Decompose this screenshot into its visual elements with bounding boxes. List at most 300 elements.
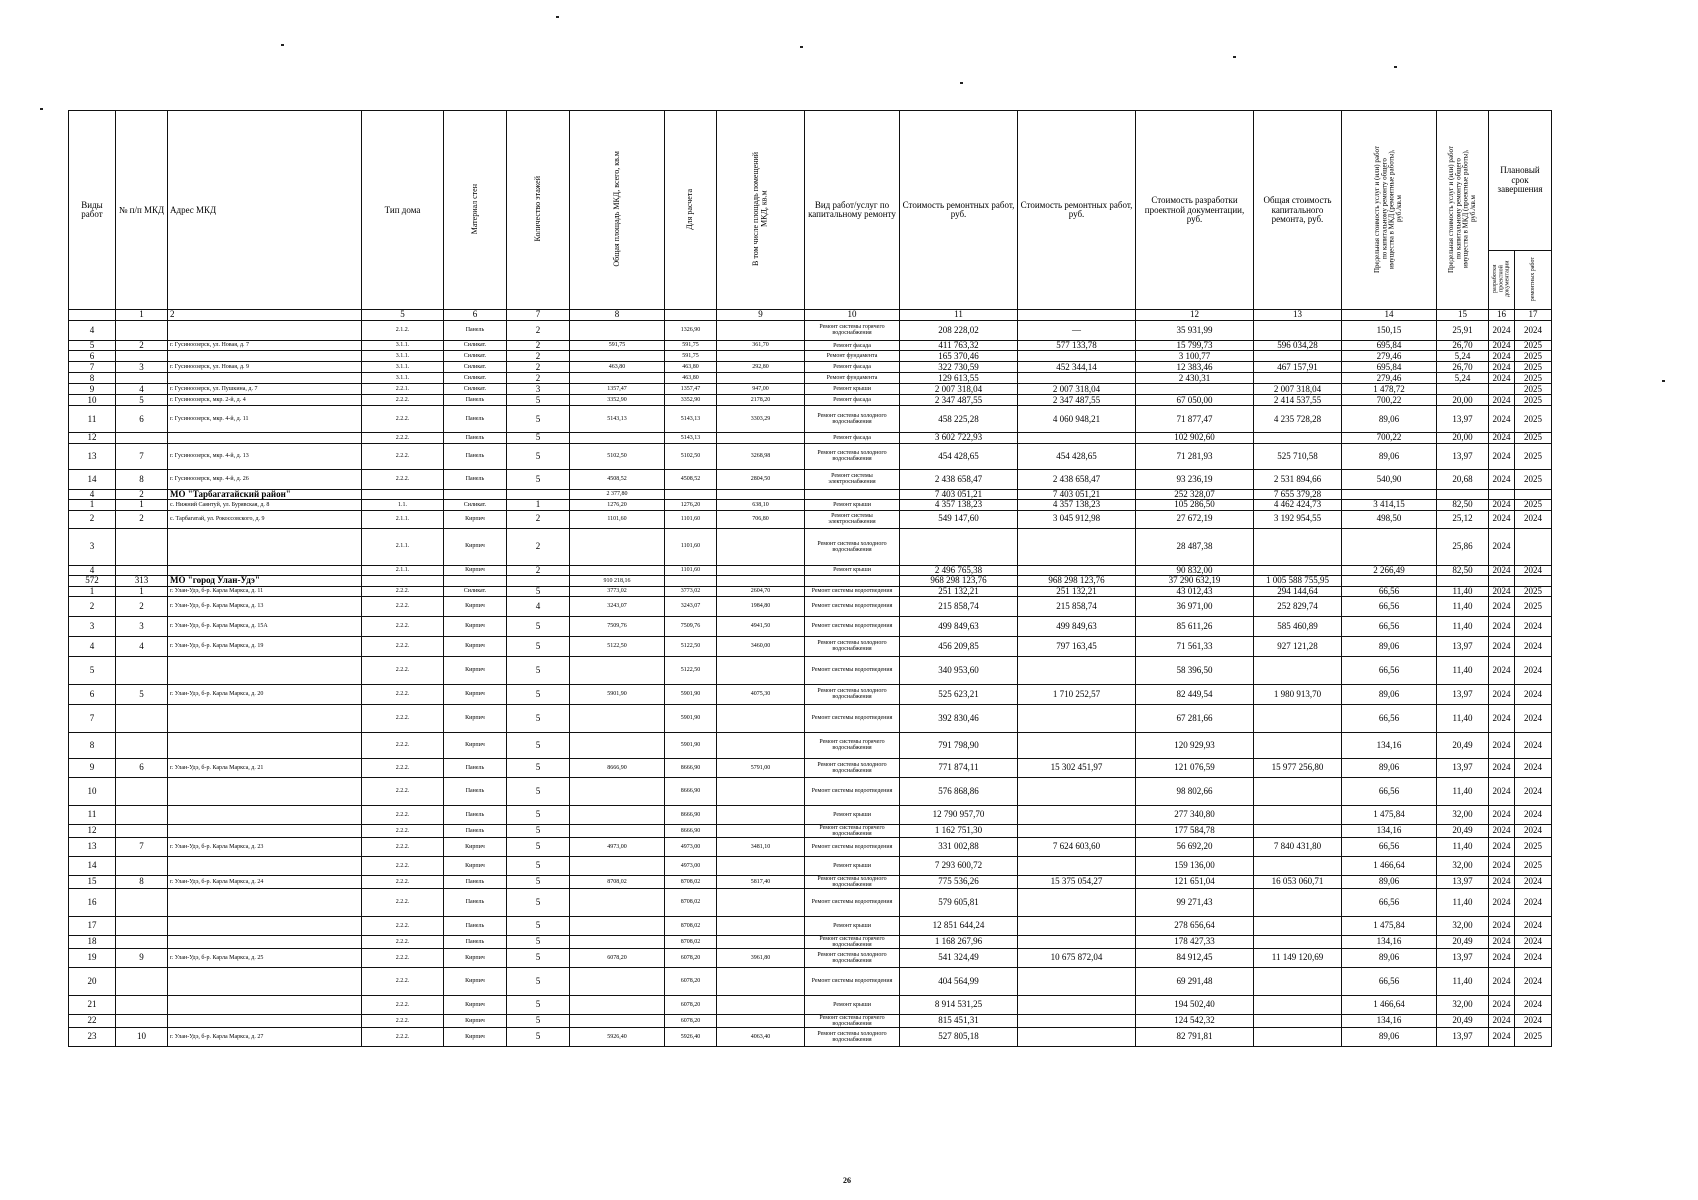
cell-mkd-number [116,824,168,837]
cell-repair-cost: 322 730,59 [900,362,1018,373]
cell-row-number: 2 [69,596,116,616]
cell-calc-area: 3352,90 [665,395,717,406]
cell-work-kind [805,489,900,499]
cell-design-cost: 277 340,80 [1136,805,1254,824]
cell-repair-cost-total [1018,824,1136,837]
col-number: 2 [168,310,362,320]
cell-limit-repair: 695,84 [1342,362,1437,373]
cell-calc-area: 5143,13 [665,433,717,443]
cell-floors: 5 [507,704,570,732]
cell-calc-area: 463,80 [665,362,717,373]
cell-calc-area: 5122,50 [665,636,717,656]
cell-design-cost: 58 396,50 [1136,656,1254,684]
cell-wall-material: Панель [444,406,507,433]
cell-floors: 5 [507,805,570,824]
cell-repair-cost-total: 454 428,65 [1018,443,1136,469]
cell-address: г. Улан-Удэ, б-р. Карла Маркса, д. 13 [168,596,362,616]
cell-repair-cost-total: — [1018,320,1136,340]
cell-year-repair: 2025 [1515,433,1552,443]
cell-year-design: 2024 [1489,967,1515,995]
cell-year-repair: 2025 [1515,596,1552,616]
cell-total-cost [1254,824,1342,837]
cell-limit-design: 13,97 [1437,875,1489,888]
cell-total-cost [1254,777,1342,805]
cell-address: г. Гусиноозерск, ул. Новая, д. 7 [168,340,362,350]
cell-address [168,320,362,340]
cell-floors: 5 [507,1014,570,1027]
cell-address: г. Улан-Удэ, б-р. Карла Маркса, д. 23 [168,837,362,856]
cell-limit-design: 20,49 [1437,824,1489,837]
cell-total-area: 5143,13 [570,406,665,433]
cell-year-repair: 2024 [1515,805,1552,824]
table-row [69,888,1552,916]
cell-limit-repair: 279,46 [1342,373,1437,384]
cell-limit-design: 20,49 [1437,732,1489,758]
cell-row-number: 22 [69,1014,116,1027]
cell-design-cost: 67 281,66 [1136,704,1254,732]
cell-house-type: 2.2.2. [362,875,444,888]
header-limit-repair: Предельная стоимость услуг и (или) работ по капитальному ремонту общего имущества в МКД (ремонтные работы), руб./кв.м [1342,111,1437,310]
cell-total-area [570,1014,665,1027]
cell-design-cost: 124 542,32 [1136,1014,1254,1027]
cell-calc-area: 8708,02 [665,888,717,916]
cell-limit-design: 13,97 [1437,1027,1489,1046]
cell-repair-cost: 968 298 123,76 [900,576,1018,586]
col-number: 12 [1136,310,1254,320]
table-row [69,373,1552,384]
header-work-type: Виды работ [69,111,116,310]
cell-repair-cost-total: 15 302 451,97 [1018,758,1136,777]
cell-year-repair: 2024 [1515,684,1552,704]
col-number: 17 [1515,310,1552,320]
cell-work-kind: Ремонт системы холодного водоснабжения [805,1027,900,1046]
cell-calc-area: 3773,02 [665,586,717,596]
cell-address [168,967,362,995]
cell-repair-cost-total: 4 357 138,23 [1018,500,1136,510]
header-house-type: Тип дома [362,111,444,310]
cell-floors: 4 [507,596,570,616]
cell-repair-cost-total [1018,373,1136,384]
cell-calc-area: 6078,20 [665,948,717,967]
scan-speck [1662,380,1665,382]
cell-repair-cost-total [1018,528,1136,565]
cell-total-cost: 596 034,28 [1254,340,1342,350]
header-design-cost: Стоимость разработки проектной документации, руб. [1136,111,1254,310]
cell-limit-design: 20,68 [1437,469,1489,489]
cell-work-kind: Ремонт фасада [805,340,900,350]
col-number [665,310,717,320]
cell-design-cost: 121 076,59 [1136,758,1254,777]
cell-limit-design [1437,576,1489,586]
table-row [69,443,1552,469]
cell-design-cost: 178 427,33 [1136,935,1254,948]
cell-year-repair: 2024 [1515,916,1552,935]
cell-row-number: 10 [69,777,116,805]
cell-calc-area: 5122,50 [665,656,717,684]
cell-year-design: 2024 [1489,596,1515,616]
table-row [69,565,1552,575]
cell-house-type: 2.2.2. [362,395,444,406]
cell-limit-design: 25,86 [1437,528,1489,565]
cell-mkd-number [116,351,168,362]
col-number: 15 [1437,310,1489,320]
cell-premises-area: 2178,20 [717,395,805,406]
cell-house-type: 2.2.2. [362,948,444,967]
cell-total-cost: 4 235 728,28 [1254,406,1342,433]
header-mkd-number: № п/п МКД [116,111,168,310]
cell-limit-design [1437,384,1489,395]
header-for-calculation: Для расчета [665,111,717,310]
cell-repair-cost-total [1018,433,1136,443]
cell-total-area: 3352,90 [570,395,665,406]
cell-address: МО "Тарбагатайский район" [168,489,362,499]
cell-address [168,805,362,824]
cell-wall-material: Панель [444,777,507,805]
cell-house-type: 1.1. [362,500,444,510]
cell-premises-area: 5817,40 [717,875,805,888]
cell-limit-repair: 498,50 [1342,510,1437,528]
cell-year-repair [1515,576,1552,586]
cell-design-cost: 15 799,73 [1136,340,1254,350]
cell-repair-cost: 791 798,90 [900,732,1018,758]
table-row [69,384,1552,395]
cell-design-cost: 98 802,66 [1136,777,1254,805]
cell-premises-area: 3303,29 [717,406,805,433]
cell-work-kind: Ремонт системы холодного водоснабжения [805,758,900,777]
cell-address [168,565,362,575]
cell-calc-area: 6078,20 [665,995,717,1014]
cell-row-number: 4 [69,565,116,575]
header-floors: Количество этажей [507,111,570,310]
cell-house-type: 2.2.2. [362,888,444,916]
cell-work-kind: Ремонт системы холодного водоснабжения [805,443,900,469]
cell-premises-area: 361,70 [717,340,805,350]
table-row [69,656,1552,684]
cell-work-kind: Ремонт системы водоотведения [805,837,900,856]
cell-total-cost [1254,805,1342,824]
cell-total-cost: 294 144,64 [1254,586,1342,596]
cell-address: г. Гусиноозерск, мкр. 4-й, д. 13 [168,443,362,469]
cell-premises-area: 947,00 [717,384,805,395]
cell-address: г. Гусиноозерск, мкр. 2-й, д. 4 [168,395,362,406]
cell-premises-area: 3460,00 [717,636,805,656]
col-number: 5 [362,310,444,320]
cell-design-cost: 71 561,33 [1136,636,1254,656]
cell-wall-material: Панель [444,758,507,777]
cell-total-area: 463,80 [570,362,665,373]
cell-year-design: 2024 [1489,777,1515,805]
cell-house-type: 2.2.2. [362,967,444,995]
cell-row-number: 3 [69,528,116,565]
cell-limit-repair: 89,06 [1342,1027,1437,1046]
cell-limit-design: 13,97 [1437,948,1489,967]
cell-limit-design: 13,97 [1437,684,1489,704]
cell-address: г. Улан-Удэ, б-р. Карла Маркса, д. 24 [168,875,362,888]
cell-year-repair: 2024 [1515,888,1552,916]
cell-floors: 5 [507,732,570,758]
cell-work-kind: Ремонт системы электроснабжения [805,469,900,489]
cell-year-design: 2024 [1489,995,1515,1014]
cell-floors: 5 [507,856,570,875]
cell-year-design: 2024 [1489,406,1515,433]
cell-work-kind: Ремонт системы водоотведения [805,586,900,596]
cell-floors: 5 [507,469,570,489]
cell-premises-area [717,528,805,565]
cell-repair-cost-total [1018,777,1136,805]
cell-year-repair: 2025 [1515,395,1552,406]
cell-repair-cost-total: 7 403 051,21 [1018,489,1136,499]
cell-floors: 2 [507,510,570,528]
cell-total-area: 7509,76 [570,616,665,636]
cell-house-type: 2.2.2. [362,916,444,935]
cell-design-cost: 67 050,00 [1136,395,1254,406]
cell-wall-material: Кирпич [444,528,507,565]
cell-address [168,995,362,1014]
cell-repair-cost: 4 357 138,23 [900,500,1018,510]
cell-repair-cost: 454 428,65 [900,443,1018,469]
cell-repair-cost: 411 763,32 [900,340,1018,350]
cell-year-design: 2024 [1489,837,1515,856]
cell-total-cost: 15 977 256,80 [1254,758,1342,777]
cell-repair-cost-total: 10 675 872,04 [1018,948,1136,967]
cell-design-cost: 71 877,47 [1136,406,1254,433]
cell-row-number: 13 [69,443,116,469]
cell-mkd-number [116,320,168,340]
cell-limit-repair: 1 475,84 [1342,805,1437,824]
cell-calc-area: 5901,90 [665,732,717,758]
cell-limit-design: 11,40 [1437,888,1489,916]
header-total-area: Общая площадь МКД, всего, кв.м [570,111,665,310]
cell-work-kind: Ремонт системы водоотведения [805,596,900,616]
cell-limit-design: 13,97 [1437,636,1489,656]
cell-work-kind: Ремонт крыши [805,565,900,575]
cell-year-design: 2024 [1489,616,1515,636]
cell-limit-design: 11,40 [1437,967,1489,995]
cell-design-cost: 194 502,40 [1136,995,1254,1014]
cell-row-number: 13 [69,837,116,856]
cell-premises-area: 706,80 [717,510,805,528]
cell-wall-material: Панель [444,320,507,340]
cell-mkd-number [116,565,168,575]
cell-year-design [1489,384,1515,395]
cell-limit-design: 82,50 [1437,500,1489,510]
cell-premises-area [717,351,805,362]
cell-premises-area [717,805,805,824]
cell-design-cost: 82 791,81 [1136,1027,1254,1046]
cell-row-number: 2 [69,510,116,528]
cell-work-kind: Ремонт фасада [805,362,900,373]
cell-limit-repair: 66,56 [1342,586,1437,596]
cell-limit-design: 20,00 [1437,395,1489,406]
cell-calc-area: 8666,90 [665,824,717,837]
col-number: 7 [507,310,570,320]
table-row [69,856,1552,875]
scan-speck [1394,66,1397,68]
cell-row-number: 19 [69,948,116,967]
cell-limit-repair: 1 466,64 [1342,856,1437,875]
col-number: 10 [805,310,900,320]
cell-total-cost [1254,320,1342,340]
cell-calc-area: 4973,00 [665,856,717,875]
header-repair-cost-1: Стоимость ремонтных работ, руб. [900,111,1018,310]
col-number: 11 [900,310,1018,320]
cell-premises-area: 3268,98 [717,443,805,469]
cell-limit-design: 11,40 [1437,656,1489,684]
cell-year-design: 2024 [1489,443,1515,469]
table-row [69,362,1552,373]
cell-address: МО "город Улан-Удэ" [168,576,362,586]
cell-house-type: 2.2.2. [362,704,444,732]
cell-year-design: 2024 [1489,469,1515,489]
cell-row-number: 8 [69,732,116,758]
cell-house-type: 2.2.2. [362,684,444,704]
cell-limit-repair: 134,16 [1342,824,1437,837]
cell-limit-design: 11,40 [1437,596,1489,616]
cell-total-cost [1254,935,1342,948]
cell-row-number: 11 [69,805,116,824]
cell-total-area: 3243,07 [570,596,665,616]
cell-house-type: 3.1.1. [362,373,444,384]
cell-address: г. Гусиноозерск, мкр. 4-й, д. 26 [168,469,362,489]
cell-house-type: 2.2.2. [362,596,444,616]
cell-limit-repair: 89,06 [1342,875,1437,888]
cell-house-type: 3.1.1. [362,351,444,362]
cell-year-design: 2024 [1489,875,1515,888]
cell-repair-cost-total [1018,732,1136,758]
cell-year-design: 2024 [1489,704,1515,732]
cell-design-cost: 90 832,00 [1136,565,1254,575]
cell-floors: 5 [507,875,570,888]
cell-year-design: 2024 [1489,636,1515,656]
cell-repair-cost: 7 403 051,21 [900,489,1018,499]
cell-work-kind: Ремонт системы водоотведения [805,967,900,995]
cell-year-design: 2024 [1489,510,1515,528]
cell-year-repair: 2025 [1515,500,1552,510]
cell-limit-repair: 3 414,15 [1342,500,1437,510]
cell-wall-material: Кирпич [444,510,507,528]
cell-mkd-number: 8 [116,469,168,489]
cell-address: г. Гусиноозерск, мкр. 4-й, д. 11 [168,406,362,433]
cell-year-design: 2024 [1489,362,1515,373]
cell-premises-area [717,373,805,384]
cell-address [168,1014,362,1027]
cell-repair-cost-total: 968 298 123,76 [1018,576,1136,586]
cell-total-cost: 11 149 120,69 [1254,948,1342,967]
cell-wall-material: Силикат. [444,362,507,373]
cell-wall-material: Панель [444,824,507,837]
cell-address: г. Улан-Удэ, б-р. Карла Маркса, д. 11 [168,586,362,596]
header-repair-cost-2: Стоимость ремонтных работ, руб. [1018,111,1136,310]
cell-wall-material: Кирпич [444,948,507,967]
cell-mkd-number [116,373,168,384]
cell-work-kind: Ремонт системы холодного водоснабжения [805,684,900,704]
cell-limit-repair: 89,06 [1342,948,1437,967]
cell-total-cost [1254,888,1342,916]
cell-house-type: 2.1.1. [362,528,444,565]
cell-limit-repair: 89,06 [1342,406,1437,433]
cell-mkd-number: 313 [116,576,168,586]
cell-address: с. Нижний Саянтуй, ул. Бурявская, д. 8 [168,500,362,510]
table-row [69,916,1552,935]
cell-wall-material: Панель [444,888,507,916]
cell-calc-area: 5102,50 [665,443,717,469]
cell-total-cost [1254,704,1342,732]
cell-mkd-number [116,433,168,443]
cell-house-type: 2.2.2. [362,586,444,596]
cell-row-number: 20 [69,967,116,995]
table-row [69,1027,1552,1046]
cell-total-area [570,704,665,732]
cell-floors: 5 [507,586,570,596]
cell-wall-material: Панель [444,469,507,489]
cell-wall-material: Панель [444,935,507,948]
cell-house-type: 2.2.2. [362,406,444,433]
header-wall-material: Материал стен [444,111,507,310]
cell-calc-area: 3243,07 [665,596,717,616]
cell-year-design: 2024 [1489,856,1515,875]
cell-work-kind: Ремонт системы водоотведения [805,616,900,636]
table-row [69,586,1552,596]
cell-repair-cost-total [1018,1014,1136,1027]
cell-address [168,351,362,362]
cell-address: г. Улан-Удэ, б-р. Карла Маркса, д. 21 [168,758,362,777]
table-row [69,351,1552,362]
cell-row-number: 6 [69,351,116,362]
cell-wall-material: Кирпич [444,704,507,732]
cell-mkd-number [116,732,168,758]
cell-wall-material: Кирпич [444,616,507,636]
cell-limit-repair: 1 478,72 [1342,384,1437,395]
cell-total-cost: 585 460,89 [1254,616,1342,636]
cell-floors: 5 [507,888,570,916]
header-total-cost: Общая стоимость капитального ремонта, руб. [1254,111,1342,310]
cell-address: г. Улан-Удэ, б-р. Карла Маркса, д. 15А [168,616,362,636]
cell-limit-design: 26,70 [1437,362,1489,373]
cell-total-area: 5102,50 [570,443,665,469]
cell-mkd-number: 2 [116,489,168,499]
cell-limit-repair: 89,06 [1342,636,1437,656]
cell-year-repair: 2025 [1515,469,1552,489]
subheader-repair-works: ремонтных работ [1515,251,1552,310]
cell-wall-material: Панель [444,805,507,824]
cell-total-area: 1357,47 [570,384,665,395]
cell-total-area: 5901,90 [570,684,665,704]
col-number: 8 [570,310,665,320]
cell-repair-cost: 404 564,99 [900,967,1018,995]
cell-calc-area: 1357,47 [665,384,717,395]
cell-repair-cost: 12 851 644,24 [900,916,1018,935]
cell-total-area [570,351,665,362]
cell-repair-cost: 525 623,21 [900,684,1018,704]
cell-year-repair: 2025 [1515,384,1552,395]
cell-mkd-number: 8 [116,875,168,888]
cell-design-cost: 102 902,60 [1136,433,1254,443]
col-number [69,310,116,320]
cell-total-cost [1254,528,1342,565]
cell-repair-cost-total: 15 375 054,27 [1018,875,1136,888]
cell-mkd-number: 2 [116,596,168,616]
cell-floors: 5 [507,758,570,777]
cell-wall-material: Силикат. [444,373,507,384]
cell-year-repair: 2025 [1515,586,1552,596]
cell-floors: 5 [507,443,570,469]
cell-premises-area [717,824,805,837]
cell-work-kind: Ремонт крыши [805,916,900,935]
cell-mkd-number: 7 [116,837,168,856]
cell-premises-area: 3481,10 [717,837,805,856]
cell-limit-repair: 134,16 [1342,732,1437,758]
cell-total-cost [1254,373,1342,384]
